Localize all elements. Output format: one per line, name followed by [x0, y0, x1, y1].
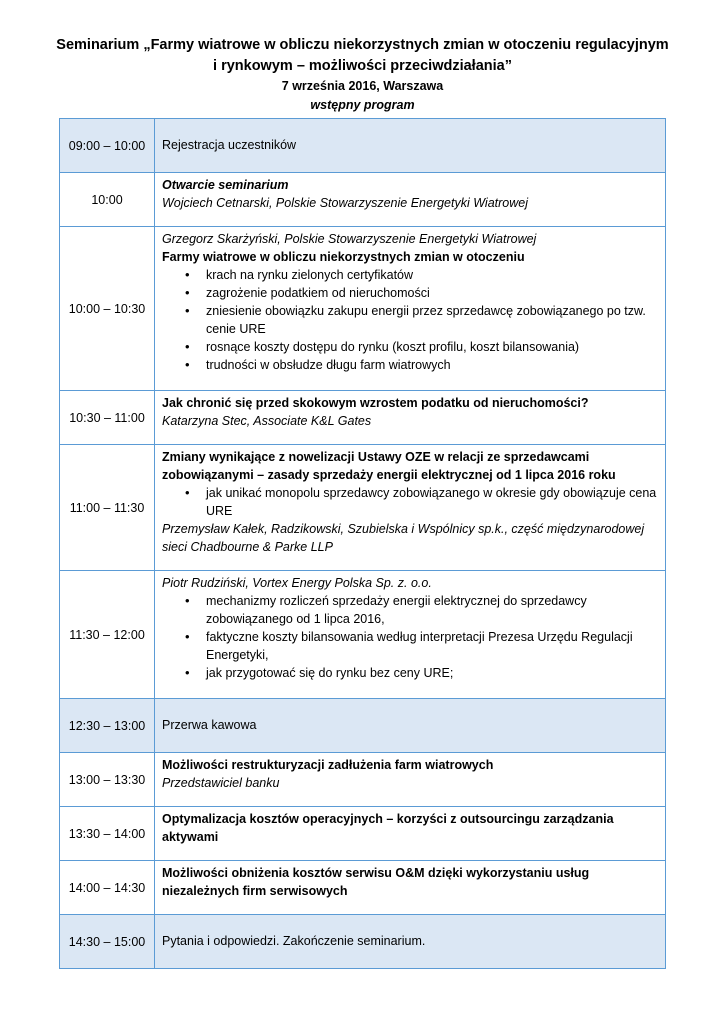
agenda-time: 10:00 – 10:30	[60, 227, 155, 391]
list-item: • krach na rynku zielonych certyfikatów	[162, 266, 659, 284]
agenda-text: Pytania i odpowiedzi. Zakończenie seminarium.	[155, 915, 666, 969]
list-item: • faktyczne koszty bilansowania według interpretacji Prezesa Urzędu Regulacji Energetyki,	[162, 628, 659, 664]
date-place: 7 września 2016, Warszawa	[281, 79, 444, 93]
agenda-bullets	[162, 266, 659, 374]
agenda-table	[59, 118, 666, 969]
agenda-row-debt-restructuring	[60, 753, 666, 807]
agenda-row-oze-amendment	[60, 445, 666, 571]
agenda-row-operating-costs	[60, 807, 666, 861]
agenda-time: 14:30 – 15:00	[60, 915, 155, 969]
agenda-time: 09:00 – 10:00	[60, 119, 155, 173]
agenda-text: Rejestracja uczestników	[155, 119, 666, 173]
agenda-row-property-tax	[60, 391, 666, 445]
agenda-bullets	[162, 484, 659, 520]
agenda-text: Przerwa kawowa	[155, 699, 666, 753]
agenda-speaker: Katarzyna Stec, Associate K&L Gates	[162, 414, 372, 428]
list-item: • zniesienie obowiązku zakupu energii przez sprzedawcę zobowiązanego po tzw. cenie URE	[162, 302, 659, 338]
agenda-speaker: Wojciech Cetnarski, Polskie Stowarzyszenie Energetyki Wiatrowej	[162, 196, 528, 210]
agenda-time: 11:30 – 12:00	[60, 571, 155, 699]
document-header	[0, 35, 725, 115]
agenda-speaker: Piotr Rudziński, Vortex Energy Polska Sp. z. o.o.	[162, 576, 432, 590]
list-item: • mechanizmy rozliczeń sprzedaży energii elektrycznej do sprzedawcy zobowiązanego od 1 lipca 2016,	[162, 592, 659, 628]
agenda-row-service-costs	[60, 861, 666, 915]
list-item: • rosnące koszty dostępu do rynku (koszt profilu, koszt bilansowania)	[162, 338, 659, 356]
agenda-row-settlements	[60, 571, 666, 699]
agenda-row-registration	[60, 119, 666, 173]
list-item: • zagrożenie podatkiem od nieruchomości	[162, 284, 659, 302]
agenda-time: 12:30 – 13:00	[60, 699, 155, 753]
agenda-time: 13:30 – 14:00	[60, 807, 155, 861]
agenda-title: Możliwości obniżenia kosztów serwisu O&M dzięki wykorzystaniu usług niezależnych firm serwisowych	[162, 866, 590, 898]
agenda-speaker: Przedstawiciel banku	[162, 776, 280, 790]
agenda-row-coffee-break	[60, 699, 666, 753]
agenda-title: Farmy wiatrowe w obliczu niekorzystnych zmian w otoczeniu	[162, 250, 525, 264]
seminar-title-line-1: Seminarium „Farmy wiatrowe w obliczu niekorzystnych zmian w otoczeniu regulacyjnym	[56, 37, 669, 53]
agenda-time: 11:00 – 11:30	[60, 445, 155, 571]
agenda-time: 14:00 – 14:30	[60, 861, 155, 915]
list-item: • jak unikać monopolu sprzedawcy zobowiązanego w okresie gdy obowiązuje cena URE	[162, 484, 659, 520]
agenda-time: 13:00 – 13:30	[60, 753, 155, 807]
agenda-bullets	[162, 592, 659, 682]
agenda-speaker: Przemysław Kałek, Radzikowski, Szubielska i Wspólnicy sp.k., część międzynarodowej sieci Chadbourne & Parke LLP	[162, 522, 645, 554]
agenda-row-opening	[60, 173, 666, 227]
agenda-time: 10:30 – 11:00	[60, 391, 155, 445]
agenda-title: Optymalizacja kosztów operacyjnych – korzyści z outsourcingu zarządzania aktywami	[162, 812, 614, 844]
agenda-title: Jak chronić się przed skokowym wzrostem podatku od nieruchomości?	[162, 396, 589, 410]
list-item: • trudności w obsłudze długu farm wiatrowych	[162, 356, 659, 374]
agenda-row-closing	[60, 915, 666, 969]
seminar-title-line-2: i rynkowym – możliwości przeciwdziałania”	[213, 58, 512, 74]
agenda-row-wind-farms	[60, 227, 666, 391]
agenda-title: Zmiany wynikające z nowelizacji Ustawy OZE w relacji ze sprzedawcami zobowiązanymi – zasady sprzedaży energii elektrycznej od 1 lipca 2016 roku	[162, 450, 616, 482]
agenda-title: Otwarcie seminarium	[162, 178, 289, 192]
agenda-time: 10:00	[60, 173, 155, 227]
agenda-title: Możliwości restrukturyzacji zadłużenia farm wiatrowych	[162, 758, 494, 772]
agenda-speaker: Grzegorz Skarżyński, Polskie Stowarzyszenie Energetyki Wiatrowej	[162, 232, 537, 246]
program-subtitle: wstępny program	[310, 98, 415, 112]
list-item: • jak przygotować się do rynku bez ceny URE;	[162, 664, 659, 682]
